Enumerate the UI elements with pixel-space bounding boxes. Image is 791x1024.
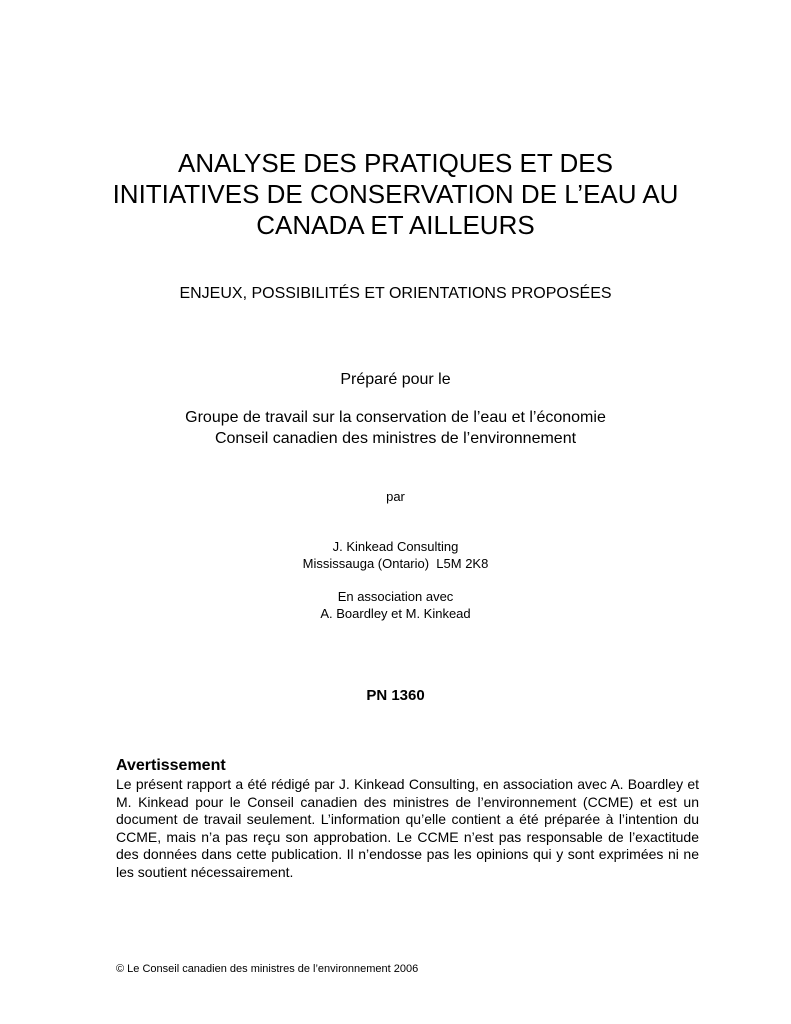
association-label: En association avec bbox=[337, 589, 454, 604]
association-names: A. Boardley et M. Kinkead bbox=[320, 606, 471, 621]
title-line-3: CANADA ET AILLEURS bbox=[256, 210, 535, 240]
document-subtitle: ENJEUX, POSSIBILITÉS ET ORIENTATIONS PROPOSÉES bbox=[179, 285, 612, 302]
recipient-working-group: Groupe de travail sur la conservation de l’eau et l’économie bbox=[185, 409, 606, 426]
warning-section bbox=[116, 756, 699, 881]
title-line-2: INITIATIVES DE CONSERVATION DE L’EAU AU bbox=[112, 179, 679, 209]
project-number: PN 1360 bbox=[366, 687, 425, 704]
title-line-1: ANALYSE DES PRATIQUES ET DES bbox=[178, 148, 613, 178]
warning-heading: Avertissement bbox=[116, 757, 226, 774]
author-address: Mississauga (Ontario) L5M 2K8 bbox=[302, 556, 489, 571]
author-block bbox=[0, 538, 791, 572]
association-block bbox=[0, 588, 791, 622]
recipient-block bbox=[0, 407, 791, 449]
recipient-council: Conseil canadien des ministres de l’environnement bbox=[214, 430, 577, 447]
copyright-notice: © Le Conseil canadien des ministres de l’environnement 2006 bbox=[116, 963, 419, 975]
by-label: par bbox=[386, 489, 405, 504]
document-title bbox=[0, 148, 791, 241]
author-name: J. Kinkead Consulting bbox=[332, 539, 459, 554]
warning-body: Le présent rapport a été rédigé par J. Kinkead Consulting, en association avec A. Boardley et M. Kinkead pour le Conseil canadien des ministres de l’environnement (CCME) et est un document de travail seulement. L’information qu’elle contient a été préparée à l’intention du CCME, mais n’a pas reçu son approbation. Le CCME n’est pas responsable de l’exactitude des données dans cette publication. Il n’endosse pas les opinions qui y sont exprimées ni ne les soutient nécessairement. bbox=[116, 776, 699, 880]
prepared-for-label: Préparé pour le bbox=[340, 371, 451, 388]
